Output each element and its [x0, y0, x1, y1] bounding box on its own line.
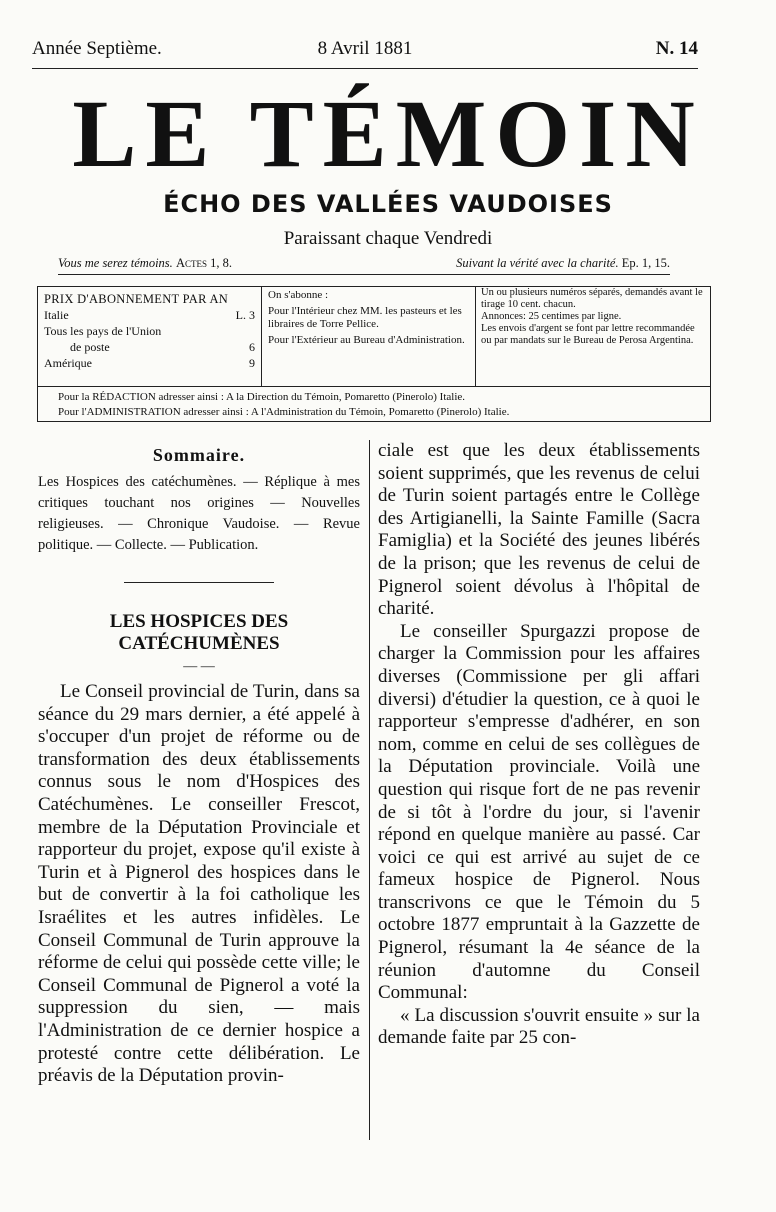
header-line — [32, 38, 698, 64]
column-rule — [369, 440, 370, 1140]
price-row: Italie L. 3 — [44, 308, 255, 322]
administration-address: Pour l'ADMINISTRATION adresser ainsi : A l'Administration du Témoin, Pomaretto (Pinerolo) Italie. — [58, 406, 510, 418]
issue-date: 8 Avril 1881 — [317, 38, 413, 59]
notes-single-issues: Un ou plusieurs numéros séparés, demandés avant le tirage 10 cent. chacun. — [481, 287, 703, 310]
article-paragraph: Le conseiller Spurgazzi propose de charger la Commission pour les affaires diverses (Commissione per gli affari diversi) d'étudier la question, ce à quoi le rapporteur s'empresse d'adhérer, en son nom, comme en celui de ses collègues de la Députation provinciale. Voilà une question qui risque fort de ne pas revenir de si tôt à l'ordre du jour, si l'avenir répond en quelque manière au passé. Car voici ce qui est arrivé au sujet de ce fameux hospice de Pignerol. Nous transcrivons ce que le Témoin du 5 octobre 1877 empruntait à la Gazzette de Pignerol, résumant la 4e séance de la réunion d'automne du Conseil Communal: — [378, 620, 700, 1004]
price-row: de poste 6 — [70, 340, 255, 354]
motto-right: Suivant la vérité avec la charité. Ep. 1, 15. — [456, 256, 670, 270]
column-right — [378, 440, 700, 1050]
subscription-box — [37, 286, 711, 422]
issue-number: N. 14 — [655, 38, 698, 59]
article-dash: — — — [183, 659, 215, 674]
where-interior: Pour l'Intérieur chez MM. les pasteurs et les libraires de Torre Pellice. — [268, 305, 462, 330]
article-body — [378, 440, 700, 1050]
motto-left: Vous me serez témoins. Actes 1, 8. — [58, 256, 232, 270]
motto-rule — [58, 274, 670, 275]
header-rule — [32, 68, 698, 69]
price-row: Tous les pays de l'Union — [44, 324, 162, 338]
article-paragraph: « La discussion s'ouvrit ensuite » sur la demande faite par 25 con- — [378, 1004, 700, 1049]
year-label: Année Septième. — [32, 38, 162, 59]
article-body — [38, 681, 360, 1088]
addresses — [58, 390, 708, 420]
price-row: Amérique 9 — [44, 356, 255, 370]
box-divider — [261, 287, 262, 386]
notes-payments: Les envois d'argent se font par lettre recommandée ou par mandats sur le Bureau de Perosa Argentina. — [481, 323, 695, 346]
box-divider — [475, 287, 476, 386]
box-divider — [38, 386, 710, 387]
prices-heading: PRIX D'ABONNEMENT PAR AN — [44, 292, 229, 306]
article-paragraph: Le Conseil provincial de Turin, dans sa séance du 29 mars dernier, a été appelé à s'occuper d'un projet de réforme ou de transformation des deux établissements connus sous le nom d'Hospices des Catéchumènes. Le conseiller Frescot, membre de la Députation Provinciale et rapporteur du projet, expose qu'il existe à Turin et à Pignerol des hospices dans le but de convertir à la foi catholique les Israélites et les autres infidèles. Le Conseil Communal de Turin approuve la réforme de celui qui possède cette ville; le Conseil Communal de Pignerol a voté la suppression du sien, — mais l'Administration de ce dernier hospice a protesté contre cette délibération. Le préavis de la Députation provin- — [38, 681, 360, 1087]
where-heading: On s'abonne : — [268, 289, 329, 301]
sommaire-heading: Sommaire. — [152, 445, 246, 465]
newspaper-title: LE TÉMOIN — [72, 80, 704, 187]
subscription-prices — [44, 291, 259, 371]
where-exterior: Pour l'Extérieur au Bureau d'Administration. — [268, 334, 465, 346]
newspaper-subtitle: ÉCHO DES VALLÉES VAUDOISES — [163, 190, 613, 218]
redaction-address: Pour la RÉDACTION adresser ainsi : A la Direction du Témoin, Pomaretto (Pinerolo) Italie. — [58, 391, 466, 403]
newspaper-tagline: Paraissant chaque Vendredi — [283, 228, 493, 249]
notes-ads: Annonces: 25 centimes par ligne. — [481, 311, 622, 322]
article-paragraph: ciale est que les deux établissements soient supprimés, que les revenus de celui de Turin soient partagés entre le Collège des Artigianelli, la Sainte Famille (Sacra Famiglia) et la Société des jeunes libérés de la prison; que les revenus de celui de Pignerol soient dévolus à l'hôpital de charité. — [378, 440, 700, 620]
article-title: LES HOSPICES DES CATÉCHUMÈNES — [109, 611, 289, 654]
subscription-notes — [481, 287, 707, 347]
subscription-where — [268, 289, 472, 347]
column-left — [38, 445, 360, 1088]
sommaire-text: Les Hospices des catéchumènes. — Réplique à mes critiques touchant nos origines — Nouvelles religieuses. — Chronique Vaudoise. — Revue politique. — Collecte. — Publication. — [38, 474, 360, 553]
section-rule — [124, 582, 274, 583]
